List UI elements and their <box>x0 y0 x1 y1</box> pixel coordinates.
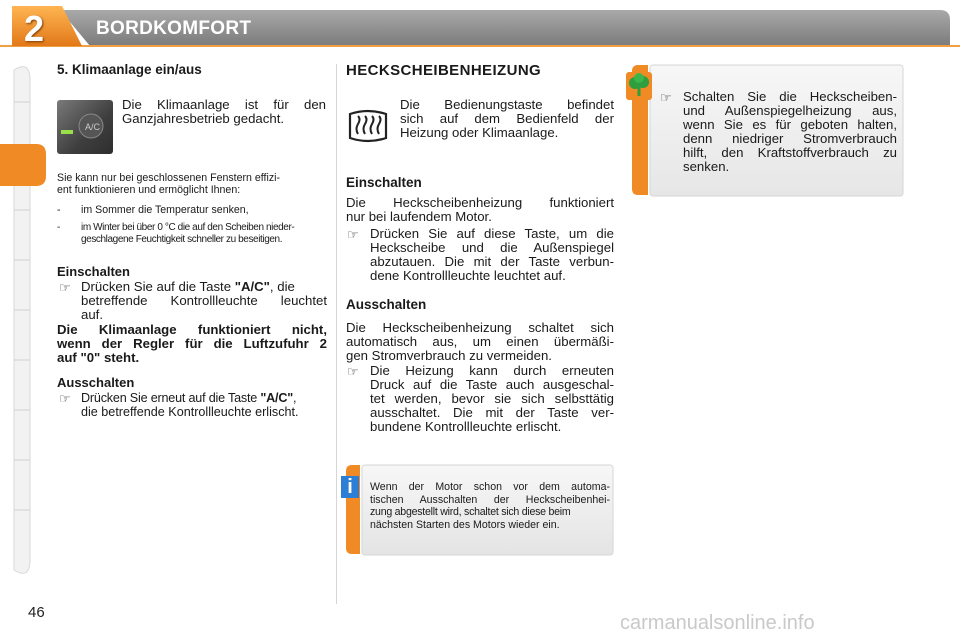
bullet-line: ausschaltet. Die mit der Taste ver- <box>370 405 614 420</box>
aus-text: die betreffende Kontrollleuchte erlischt. <box>81 405 299 419</box>
pointing-hand-icon: ☞ <box>347 364 359 379</box>
bullet-line: Druck auf die Taste auch ausgeschal- <box>370 377 614 392</box>
svg-text:A/C: A/C <box>85 122 101 132</box>
ein-text: Drücken Sie auf die Taste <box>81 279 235 294</box>
side-tab-strip <box>0 60 46 580</box>
intro-line: Die Klimaanlage ist für den <box>122 97 326 112</box>
ein-text: auf. <box>81 307 103 322</box>
list-item: im Sommer die Temperatur senken, <box>81 204 249 216</box>
eco-line: denn niedriger Stromverbrauch <box>683 131 897 146</box>
warning-line: Die Klimaanlage funktioniert nicht, <box>57 322 327 337</box>
page-number: 46 <box>28 604 45 621</box>
info-line: nächsten Starten des Motors wieder ein. <box>370 518 560 531</box>
pointing-hand-icon: ☞ <box>347 227 359 242</box>
ac-key-label: "A/C" <box>234 279 270 294</box>
list-dash: - <box>57 204 61 216</box>
paragraph-line: Die Heckscheibenheizung funktioniert <box>346 195 614 210</box>
small-paragraph-line: Sie kann nur bei geschlossenen Fenstern effizi- <box>57 172 280 184</box>
info-line: zung abgestellt wird, schaltet sich diese beim <box>370 506 571 519</box>
ausschalten-heading: Ausschalten <box>57 375 135 390</box>
info-line: Wenn der Motor schon vor dem automa- <box>370 481 610 493</box>
warning-line: wenn der Regler für die Luftzufuhr 2 <box>57 336 327 351</box>
pointing-hand-icon: ☞ <box>59 280 71 295</box>
watermark: carmanualsonline.info <box>620 612 815 634</box>
intro-line: Die Bedienungstaste befindet <box>400 97 614 112</box>
ac-button-icon <box>57 100 113 154</box>
side-tab-active[interactable] <box>0 140 50 190</box>
ausschalten-heading: Ausschalten <box>346 297 427 312</box>
ac-key-label: "A/C" <box>260 391 294 405</box>
list-item: im Winter bei über 0 °C die auf den Scheiben nieder- <box>81 222 295 233</box>
ein-text: , die <box>269 279 295 294</box>
list-item: geschlagene Feuchtigkeit schneller zu beseitigen. <box>81 234 283 245</box>
tree-icon <box>626 72 652 100</box>
intro-line: Ganzjahresbetrieb gedacht. <box>122 111 285 126</box>
bullet-line: dene Kontrollleuchte leuchtet auf. <box>370 268 566 283</box>
bullet-line: tet werden, bevor sie sich selbsttätig <box>370 391 614 406</box>
paragraph-line: nur bei laufendem Motor. <box>346 209 492 224</box>
bullet-line: Die Heizung kann durch erneuten <box>370 363 614 378</box>
paragraph-line: automatisch aus, um einen übermäßi- <box>346 334 614 349</box>
eco-line: Schalten Sie die Heckscheiben- <box>683 89 897 104</box>
bullet-line: bundene Kontrollleuchte erlischt. <box>370 419 562 434</box>
einschalten-heading: Einschalten <box>57 264 130 279</box>
paragraph-line: Die Heckscheibenheizung schaltet sich <box>346 320 614 335</box>
ac-button-image <box>57 100 113 154</box>
eco-line: senken. <box>683 159 730 174</box>
intro-line: Heizung oder Klimaanlage. <box>400 125 559 140</box>
chapter-title: BORDKOMFORT <box>96 18 252 39</box>
column-divider <box>336 64 337 604</box>
eco-line: wenn Sie es für geboten halten, <box>683 117 897 132</box>
ein-text: betreffende Kontrollleuchte leuchtet <box>81 293 327 308</box>
small-paragraph-line: ent funktionieren und ermöglicht Ihnen: <box>57 184 241 196</box>
bullet-line: Heckscheibe und die Außenspiegel <box>370 240 614 255</box>
chapter-number: 2 <box>24 8 45 49</box>
eco-line: und Außenspiegelheizung aus, <box>683 103 897 118</box>
section-title: HECKSCHEIBENHEIZUNG <box>346 62 542 79</box>
info-icon: i <box>341 476 359 498</box>
aus-text: Drücken Sie erneut auf die Taste <box>81 391 261 405</box>
pointing-hand-icon: ☞ <box>660 90 672 105</box>
intro-line: sich auf dem Bedienfeld der <box>400 111 614 126</box>
einschalten-heading: Einschalten <box>346 175 422 190</box>
pointing-hand-icon: ☞ <box>59 391 71 406</box>
bullet-line: abzutauen. Die mit der Taste verbun- <box>370 254 614 269</box>
eco-line: hilft, den Kraftstoffverbrauch zu <box>683 145 897 160</box>
section-heading: 5. Klimaanlage ein/aus <box>57 62 202 77</box>
aus-text: , <box>293 391 297 405</box>
bullet-line: Drücken Sie auf diese Taste, um die <box>370 226 614 241</box>
list-dash: - <box>57 222 60 233</box>
warning-line: auf "0" steht. <box>57 350 140 365</box>
info-line: tischen Ausschalten der Heckscheibenhei- <box>370 493 610 506</box>
paragraph-line: gen Stromverbrauch zu vermeiden. <box>346 348 552 363</box>
rear-window-defrost-icon <box>346 108 390 144</box>
